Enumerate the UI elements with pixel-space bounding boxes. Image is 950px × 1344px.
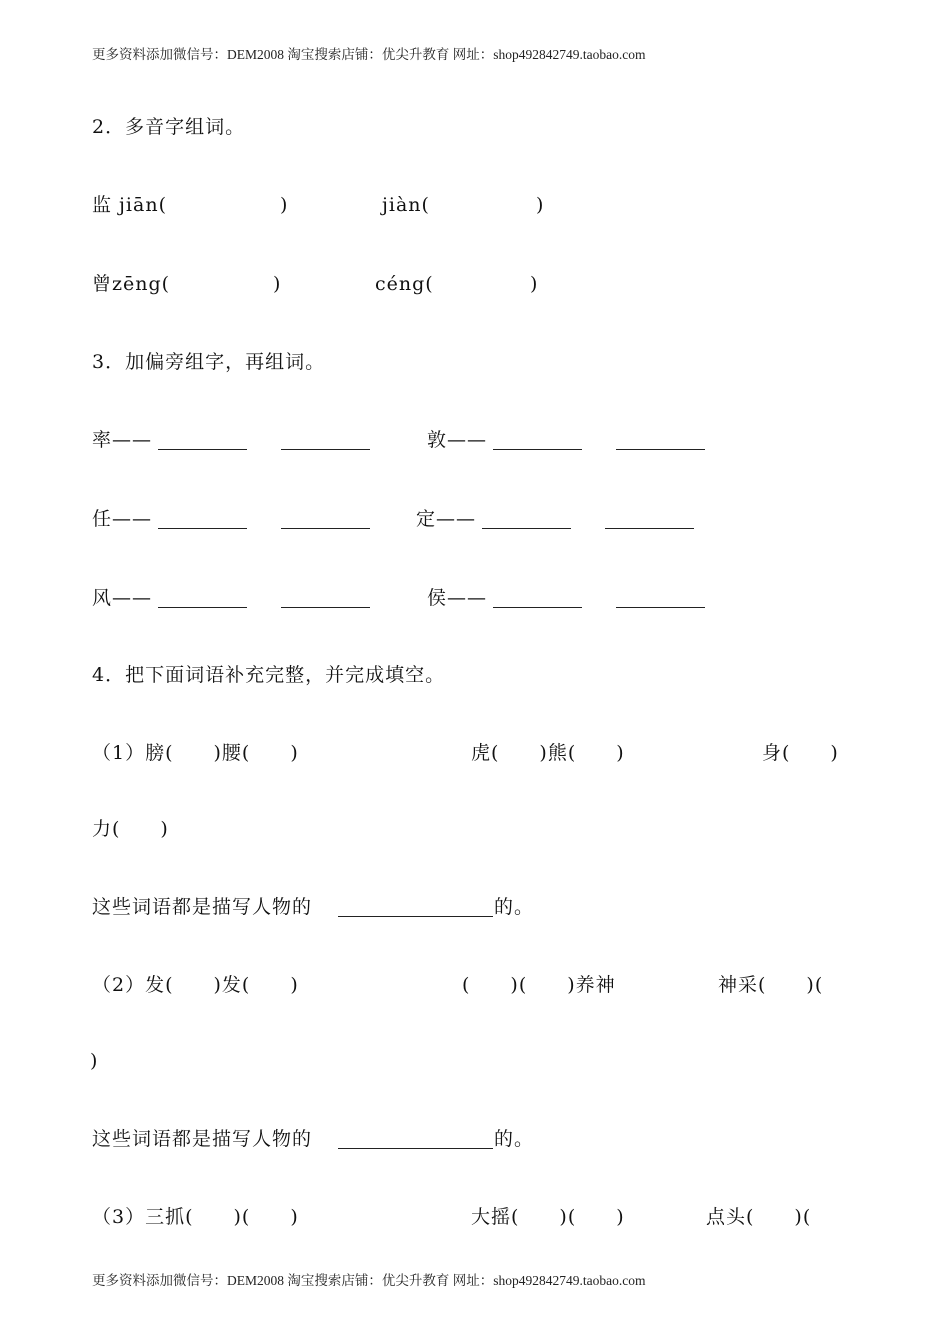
q4-p1-fill-suffix: 的。 [494,896,535,918]
q4-p2-fill-suffix: 的。 [494,1128,535,1150]
q4-p1-fill-prefix: 这些词语都是描写人物的 [92,896,313,918]
q4-p2-fill-prefix: 这些词语都是描写人物的 [92,1128,313,1150]
q4-p3-item-b: 大摇( )( ) [471,1206,625,1228]
q4-p1-item-c: 身( ) [762,742,839,764]
q3-row1-blank-1[interactable] [158,449,247,450]
q4-p1-fill-blank[interactable] [338,916,493,917]
q3-row1-right: 敦—— [427,429,488,451]
q4-p2-item-a: （2）发( )发( ) [92,974,299,996]
q2-ceng-label: céng( [375,273,434,295]
q4-p3-item-c: 点头( )( [706,1206,812,1228]
q4-p1-item-c-cont: 力( ) [92,818,169,840]
q3-row3-right: 侯—— [427,587,488,609]
q3-row3-left: 风—— [92,587,153,609]
q4-p3-item-a: （3）三抓( )( ) [92,1206,299,1228]
q2-zeng-close: ) [273,273,282,295]
q4-p1-item-a: （1）膀( )腰( ) [92,742,299,764]
q3-row3-blank-1[interactable] [158,607,247,608]
q3-row1-blank-2[interactable] [281,449,370,450]
q3-row2-right: 定—— [416,508,477,530]
q3-row3-blank-3[interactable] [493,607,582,608]
q3-row2-blank-1[interactable] [158,528,247,529]
q3-row2-left: 任—— [92,508,153,530]
q2-zeng-label: 曾zēng( [92,273,171,295]
q4-p2-item-c-cont: ) [90,1050,99,1072]
q4-p2-item-b: ( )( )养神 [462,974,616,996]
q3-row1-blank-3[interactable] [493,449,582,450]
q2-jian1-label: 监 jiān( [92,194,167,216]
page-footer: 更多资料添加微信号：DEM2008 淘宝搜索店铺：优尖升教育 网址：shop492842749.taobao.com [92,1273,646,1288]
q3-row2-blank-2[interactable] [281,528,370,529]
q4-title: 4．把下面词语补充完整，并完成填空。 [92,664,446,686]
page-header: 更多资料添加微信号：DEM2008 淘宝搜索店铺：优尖升教育 网址：shop492842749.taobao.com [92,47,646,62]
q3-row3-blank-4[interactable] [616,607,705,608]
q3-row1-left: 率—— [92,429,153,451]
q2-title: 2．多音字组词。 [92,116,246,138]
q3-title: 3．加偏旁组字，再组词。 [92,351,326,373]
q2-ceng-close: ) [530,273,539,295]
q3-row2-blank-4[interactable] [605,528,694,529]
q2-jian2-close: ) [536,194,545,216]
q4-p2-fill-blank[interactable] [338,1148,493,1149]
q3-row1-blank-4[interactable] [616,449,705,450]
q2-jian1-close: ) [280,194,289,216]
q4-p2-item-c: 神采( )( [718,974,824,996]
q4-p1-item-b: 虎( )熊( ) [471,742,625,764]
q3-row3-blank-2[interactable] [281,607,370,608]
q3-row2-blank-3[interactable] [482,528,571,529]
q2-jian2-label: jiàn( [382,194,430,216]
